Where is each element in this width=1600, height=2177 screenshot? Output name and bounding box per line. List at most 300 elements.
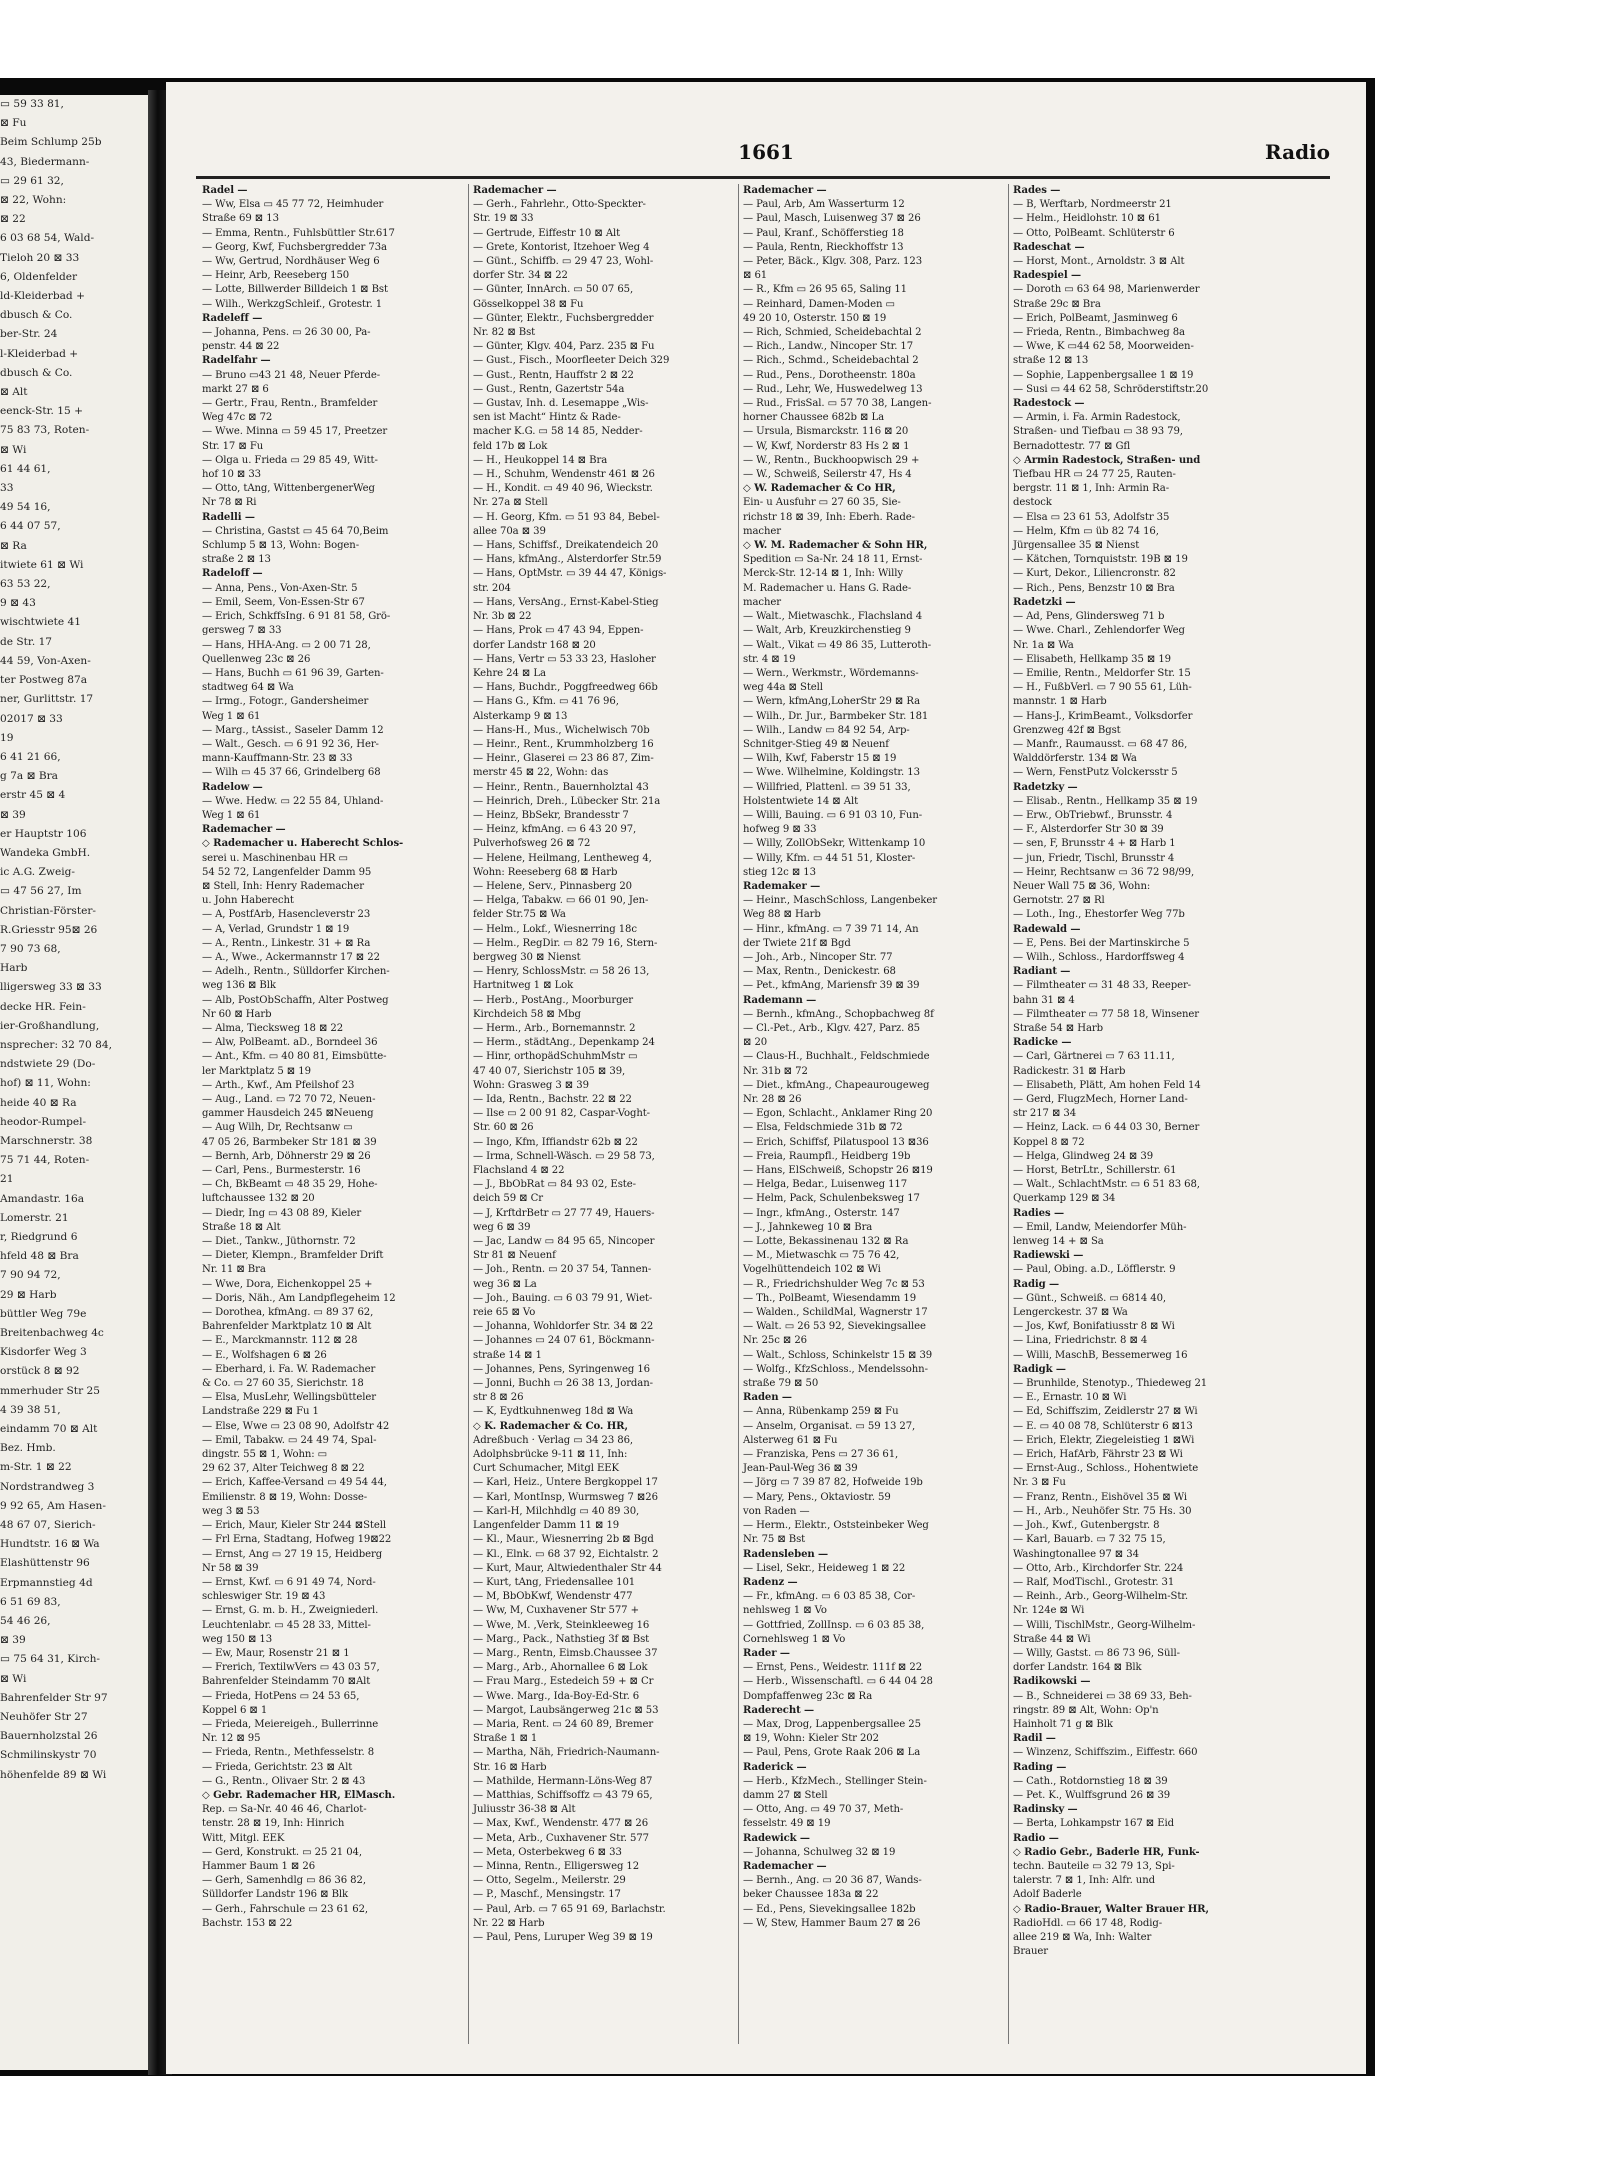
- directory-line: — Paul, Masch, Luisenweg 37 ⊠ 26: [743, 213, 921, 225]
- directory-line: ◇ W. M. Rademacher & Sohn HR,: [743, 540, 928, 552]
- directory-line: — J, KrftdrBetr ▭ 27 77 49, Hauers-: [473, 1207, 655, 1219]
- directory-line: — Adelh., Rentn., Sülldorfer Kirchen-: [202, 966, 390, 978]
- left-page-line: Amandastr. 16a: [0, 1192, 85, 1205]
- left-page-line: 02017 ⊠ 33: [0, 712, 63, 725]
- directory-line: straße 14 ⊠ 1: [473, 1349, 542, 1361]
- directory-line: str. 4 ⊠ 19: [743, 653, 796, 665]
- directory-line: bahn 31 ⊠ 4: [1013, 994, 1075, 1006]
- directory-line: M. Rademacher u. Hans G. Rade-: [743, 582, 912, 594]
- directory-line: Adolf Baderle: [1013, 1889, 1082, 1901]
- directory-line: — E., Ernastr. 10 ⊠ Wi: [1013, 1392, 1127, 1404]
- directory-line: Curt Schumacher, Mitgl EEK: [473, 1463, 619, 1475]
- directory-line: — R., Friedrichshulder Weg 7c ⊠ 53: [743, 1278, 925, 1290]
- directory-line: — Karl, Bauarb. ▭ 7 32 75 15,: [1013, 1534, 1166, 1546]
- directory-line: Nr. 25c ⊠ 26: [743, 1335, 807, 1347]
- directory-line: Rademacher —: [743, 1860, 827, 1872]
- directory-line: — Erw., ObTriebwf., Brunsstr. 4: [1013, 809, 1173, 821]
- directory-line: Nr. 3 ⊠ Fu: [1013, 1477, 1066, 1489]
- directory-line: — Hinr., kfmAng. ▭ 7 39 71 14, An: [743, 923, 919, 935]
- directory-line: Weg 47c ⊠ 72: [202, 412, 273, 424]
- directory-line: — Winzenz, Schiffszim., Eiffestr. 660: [1013, 1747, 1198, 1759]
- directory-line: — Ursula, Bismarckstr. 116 ⊠ 20: [743, 426, 909, 438]
- directory-line: horner Chaussee 682b ⊠ La: [743, 412, 884, 424]
- left-page-line: heodor-Rumpel-: [0, 1115, 87, 1128]
- directory-line: Nr. 75 ⊠ Bst: [743, 1534, 806, 1546]
- directory-line: Flachsland 4 ⊠ 22: [473, 1165, 565, 1177]
- directory-line: Koppel 8 ⊠ 72: [1013, 1136, 1085, 1148]
- directory-line: Straßen- und Tiefbau ▭ 38 93 79,: [1013, 426, 1183, 438]
- directory-line: — Emil, Landw, Meiendorfer Müh-: [1013, 1221, 1187, 1233]
- page-number: 1661: [738, 140, 794, 164]
- directory-line: — B., Schneiderei ▭ 38 69 33, Beh-: [1013, 1690, 1192, 1702]
- directory-line: — Walt. ▭ 26 53 92, Sievekingsallee: [743, 1321, 926, 1333]
- directory-line: — Elsa ▭ 23 61 53, Adolfstr 35: [1013, 511, 1170, 523]
- directory-line: Radicke —: [1013, 1037, 1072, 1049]
- directory-line: — Heinrich, Dreh., Lübecker Str. 21a: [473, 795, 661, 807]
- directory-line: — Wilh., Dr. Jur., Barmbeker Str. 181: [743, 710, 929, 722]
- directory-line: — Willi, Bauing. ▭ 6 91 03 10, Fun-: [743, 809, 923, 821]
- directory-line: — Ernst, G. m. b. H., Zweigniederl.: [202, 1605, 379, 1617]
- directory-line: — Arth., Kwf., Am Pfeilshof 23: [202, 1079, 355, 1091]
- directory-line: — H., Arb., Neuhöfer Str. 75 Hs. 30: [1013, 1505, 1192, 1517]
- left-page-line: ndstwiete 29 (Do-: [0, 1058, 96, 1071]
- directory-line: deich 59 ⊠ Cr: [473, 1193, 543, 1205]
- directory-line: Rademaker —: [743, 880, 821, 892]
- directory-line: — Franz, Rentn., Eishövel 35 ⊠ Wi: [1013, 1491, 1187, 1503]
- directory-line: — Herm., Elektr., Oststeinbeker Weg: [743, 1520, 929, 1532]
- directory-line: — Marg., tAssist., Saseler Damm 12: [202, 724, 384, 736]
- left-page-line: 54 46 26,: [0, 1615, 51, 1628]
- left-page-line: eindamm 70 ⊠ Alt: [0, 1423, 98, 1436]
- directory-line: Radespiel —: [1013, 270, 1081, 282]
- directory-line: — Gottfried, ZollInsp. ▭ 6 03 85 38,: [743, 1619, 925, 1631]
- directory-line: — Helm., Lokf., Wiesnerring 18c: [473, 923, 637, 935]
- directory-line: — Gertrude, Eiffestr 10 ⊠ Alt: [473, 227, 621, 239]
- left-page-line: ▭ 59 33 81,: [0, 98, 64, 110]
- left-page-line: ner, Gurlittstr. 17: [0, 693, 94, 706]
- directory-line: Brauer: [1013, 1946, 1048, 1958]
- directory-line: — Gerd, FlugzMech, Horner Land-: [1013, 1094, 1188, 1105]
- directory-line: — W., Rentn., Buckhoopwisch 29 +: [743, 454, 920, 466]
- directory-line: — E. ▭ 40 08 78, Schlüterstr 6 ⊠13: [1013, 1420, 1193, 1432]
- directory-line: — Dorothea, kfmAng. ▭ 89 37 62,: [202, 1307, 374, 1319]
- directory-line: Str. 17 ⊠ Fu: [202, 440, 264, 452]
- left-page-line: R.Griesstr 95⊠ 26: [0, 923, 98, 936]
- directory-line: destock: [1013, 497, 1052, 509]
- directory-line: — A., Wwe., Ackermannstr 17 ⊠ 22: [202, 951, 380, 963]
- directory-line: Nr. 22 ⊠ Harb: [473, 1917, 545, 1929]
- directory-line: nehlsweg 1 ⊠ Vo: [743, 1605, 827, 1617]
- directory-line: Sülldorfer Landstr 196 ⊠ Blk: [202, 1889, 349, 1901]
- directory-line: ⊠ Stell, Inh: Henry Rademacher: [202, 880, 364, 892]
- directory-line: — Johannes ▭ 24 07 61, Böckmann-: [473, 1335, 655, 1347]
- directory-line: — Gust., Fisch., Moorfleeter Deich 329: [473, 355, 670, 367]
- left-page-line: dbusch & Co.: [0, 309, 73, 322]
- directory-line: — Paul, Arb, Am Wasserturm 12: [743, 199, 905, 211]
- directory-line: Quellenweg 23c ⊠ 26: [202, 653, 311, 665]
- directory-line: gammer Hausdeich 245 ⊠Neueng: [202, 1108, 374, 1120]
- directory-line: Radeloff —: [202, 568, 263, 580]
- directory-line: merstr 45 ⊠ 22, Wohn: das: [473, 767, 609, 779]
- directory-line: — Wern, FenstPutz Volckersstr 5: [1013, 767, 1178, 779]
- directory-line: — Filmtheater ▭ 31 48 33, Reeper-: [1013, 980, 1191, 992]
- directory-line: — Christina, Gastst ▭ 45 64 70,Beim: [202, 525, 389, 537]
- directory-line: — Reinh., Arb., Georg-Wilhelm-Str.: [1013, 1591, 1189, 1603]
- directory-line: Weg 1 ⊠ 61: [202, 710, 261, 722]
- directory-line: — Karl, MontInsp, Wurmsweg 7 ⊠26: [473, 1491, 658, 1503]
- directory-line: — Karl, Heiz., Untere Bergkoppel 17: [473, 1477, 658, 1489]
- directory-line: — Wwe. Charl., Zehlendorfer Weg: [1013, 625, 1185, 637]
- directory-line: Nr 58 ⊠ 39: [202, 1562, 259, 1574]
- directory-line: — Margot, Laubsängerweg 21c ⊠ 53: [473, 1704, 659, 1716]
- directory-line: — Maria, Rent. ▭ 24 60 89, Bremer: [473, 1718, 654, 1730]
- directory-line: — Marg., Rentn, Eimsb.Chaussee 37: [473, 1647, 658, 1659]
- directory-line: Radensleben —: [743, 1548, 829, 1560]
- directory-line: ◇ Radio-Brauer, Walter Brauer HR,: [1013, 1903, 1209, 1915]
- directory-line: Nr. 11 ⊠ Bra: [202, 1264, 266, 1276]
- directory-line: ◇ W. Rademacher & Co HR,: [743, 483, 896, 495]
- left-page-line: 9 92 65, Am Hasen-: [0, 1499, 106, 1512]
- directory-line: macher: [743, 596, 781, 608]
- directory-line: Walddörferstr. 134 ⊠ Wa: [1013, 753, 1137, 765]
- directory-line: — Gerh, Samenhdlg ▭ 86 36 82,: [202, 1875, 366, 1887]
- directory-line: ⊠ 61: [743, 270, 768, 282]
- left-page-line: Kisdorfer Weg 3: [0, 1346, 87, 1359]
- directory-line: — Paul, Arb. ▭ 7 65 91 69, Barlachstr.: [473, 1903, 666, 1915]
- directory-line: — Claus-H., Buchhalt., Feldschmiede: [743, 1051, 930, 1063]
- directory-line: penstr. 44 ⊠ 22: [202, 341, 280, 353]
- directory-line: — Alb, PostObSchaffn, Alter Postweg: [202, 994, 389, 1006]
- directory-line: — Wilh., Schloss., Hardorffsweg 4: [1013, 951, 1185, 963]
- directory-line: — Frieda, HotPens ▭ 24 53 65,: [202, 1690, 360, 1702]
- directory-line: — Paul, Kranf., Schöfferstieg 18: [743, 227, 904, 239]
- directory-line: — Hans-H., Mus., Wichelwisch 70b: [473, 724, 650, 736]
- directory-line: — Elsa, Feldschmiede 31b ⊠ 72: [743, 1122, 903, 1134]
- directory-line: — Th., PolBeamt, Wiesendamm 19: [743, 1292, 917, 1304]
- directory-line: — Helga, Bedar., Luisenweg 117: [743, 1179, 908, 1191]
- directory-line: — Marg., Arb., Ahornallee 6 ⊠ Lok: [473, 1662, 648, 1674]
- directory-line: — Heinr., Rentn., Bauernholztal 43: [473, 781, 649, 793]
- left-page-line: ld-Kleiderbad +: [0, 290, 85, 303]
- directory-line: dorfer Str. 34 ⊠ 22: [473, 270, 568, 282]
- left-page-text: [0, 95, 148, 1785]
- directory-line: — Paul, Pens, Luruper Weg 39 ⊠ 19: [473, 1931, 653, 1943]
- directory-line: — Heinz, kfmAng. ▭ 6 43 20 97,: [473, 824, 637, 836]
- directory-line: — Hans G., Kfm. ▭ 41 76 96,: [473, 696, 619, 708]
- directory-line: beker Chaussee 183a ⊠ 22: [743, 1889, 879, 1901]
- directory-line: — J., BbObRat ▭ 84 93 02, Este-: [473, 1179, 636, 1191]
- left-page-line: de Str. 17: [0, 635, 53, 648]
- left-page-line: 75 83 73, Roten-: [0, 424, 90, 437]
- directory-line: — Karl-H, Milchhdlg ▭ 40 89 30,: [473, 1505, 640, 1517]
- directory-line: — Frieda, Rentn., Bimbachweg 8a: [1013, 327, 1185, 339]
- directory-line: — Helm, Kfm ▭ üb 82 74 16,: [1013, 525, 1159, 537]
- directory-line: — Doris, Näh., Am Landpflegeheim 12: [202, 1292, 396, 1304]
- directory-line: — Otto, Segelm., Meilerstr. 29: [473, 1875, 626, 1887]
- directory-line: Radelli —: [202, 511, 255, 523]
- left-page-line: Harb: [0, 962, 28, 975]
- directory-line: — Paula, Rentn, Rieckhoffstr 13: [743, 241, 904, 253]
- left-page-line: 61 44 61,: [0, 462, 51, 475]
- directory-line: ⊠ 20: [743, 1037, 768, 1049]
- directory-line: Lengerckestr. 37 ⊠ Wa: [1013, 1307, 1128, 1319]
- left-page-fragment: [0, 95, 148, 2070]
- directory-line: — Ad, Pens, Glindersweg 71 b: [1013, 611, 1165, 623]
- directory-line: — Hans, VersAng., Ernst-Kabel-Stieg: [473, 596, 659, 608]
- directory-line: — Frieda, Gerichtstr. 23 ⊠ Alt: [202, 1761, 353, 1773]
- directory-line: — Wern, kfmAng,LoherStr 29 ⊠ Ra: [743, 696, 921, 708]
- directory-line: Radigk —: [1013, 1363, 1066, 1375]
- directory-line: — Herb., KfzMech., Stellinger Stein-: [743, 1775, 927, 1787]
- left-page-line: Tieloh 20 ⊠ 33: [0, 251, 80, 264]
- directory-line: ◇ Radio Gebr., Baderle HR, Funk-: [1013, 1846, 1200, 1858]
- directory-line: Koppel 6 ⊠ 1: [202, 1704, 268, 1716]
- left-page-line: ⊠ 22, Wohn:: [0, 194, 67, 207]
- left-page-line: wischtwiete 41: [0, 616, 82, 629]
- directory-line: Schnitger-Stieg 49 ⊠ Neuenf: [743, 738, 889, 750]
- left-page-line: 43, Biedermann-: [0, 155, 90, 168]
- directory-line: — Ilse ▭ 2 00 91 82, Caspar-Voght-: [473, 1108, 650, 1120]
- left-page-line: ic A.G. Zweig-: [0, 866, 75, 879]
- directory-line: — Gerd, Konstrukt. ▭ 25 21 04,: [202, 1846, 362, 1858]
- left-page-line: 33: [0, 482, 14, 495]
- directory-line: — Elisabeth, Plätt, Am hohen Feld 14: [1013, 1079, 1201, 1091]
- directory-line: Rading —: [1013, 1761, 1067, 1773]
- directory-line: — Frerich, TextilwVers ▭ 43 03 57,: [202, 1662, 380, 1674]
- directory-line: — Ww, Gertrud, Nordhäuser Weg 6: [202, 256, 380, 268]
- directory-line: richstr 18 ⊠ 39, Inh: Eberh. Rade-: [743, 511, 915, 523]
- left-page-line: ter Postweg 87a: [0, 674, 88, 687]
- directory-line: — Wwe, K ▭44 62 58, Moorweiden-: [1013, 341, 1194, 353]
- directory-line: fesselstr. 49 ⊠ 19: [743, 1818, 831, 1830]
- directory-line: allee 219 ⊠ Wa, Inh: Walter: [1013, 1931, 1152, 1943]
- directory-line: — Otto, PolBeamt. Schlüterstr 6: [1013, 227, 1175, 239]
- directory-line: Bernadottestr. 77 ⊠ Gfl: [1013, 440, 1131, 452]
- directory-line: — M., Mietwaschk ▭ 75 76 42,: [743, 1250, 900, 1262]
- directory-line: — Alw, PolBeamt. aD., Borndeel 36: [202, 1037, 378, 1049]
- directory-line: Nr. 31b ⊠ 72: [743, 1065, 808, 1077]
- directory-line: — Johanna, Schulweg 32 ⊠ 19: [743, 1846, 896, 1858]
- directory-line: mannstr. 1 ⊠ Harb: [1013, 696, 1107, 708]
- left-page-line: Elashüttenstr 96: [0, 1557, 90, 1570]
- left-page-line: ⊠ 39: [0, 808, 26, 821]
- directory-line: Str. 19 ⊠ 33: [473, 213, 534, 225]
- directory-line: — Herm., städtAng., Depenkamp 24: [473, 1037, 655, 1049]
- directory-line: Straße 1 ⊠ 1: [473, 1733, 538, 1745]
- directory-line: — Johanna, Wohldorfer Str. 34 ⊠ 22: [473, 1321, 654, 1333]
- directory-line: sen ist Macht“ Hintz & Rade-: [473, 412, 621, 424]
- directory-line: — Kurt, tAng, Friedensallee 101: [473, 1576, 636, 1588]
- directory-line: Radiant —: [1013, 966, 1071, 978]
- directory-line: — Kurt, Maur, Altwiedenthaler Str 44: [473, 1562, 662, 1574]
- directory-line: — Heinz, BbSekr, Brandesstr 7: [473, 809, 629, 821]
- directory-line: — Lotte, Bekassinenau 132 ⊠ Ra: [743, 1236, 909, 1248]
- column-3: [738, 184, 1007, 2044]
- directory-line: — Walt., Mietwaschk., Flachsland 4: [743, 611, 923, 623]
- left-page-line: 7 90 94 72,: [0, 1269, 61, 1282]
- directory-line: weg 36 ⊠ La: [473, 1278, 537, 1290]
- directory-line: str 8 ⊠ 26: [473, 1392, 524, 1404]
- directory-line: Kehre 24 ⊠ La: [473, 667, 546, 679]
- directory-line: Ein- u Ausfuhr ▭ 27 60 35, Sie-: [743, 497, 901, 509]
- directory-line: Radinsky —: [1013, 1804, 1078, 1816]
- directory-line: — B, Werftarb, Nordmeerstr 21: [1013, 199, 1172, 211]
- directory-line: — Joh., Arb., Nincoper Str. 77: [743, 951, 893, 963]
- directory-line: — Willy, Gastst. ▭ 86 73 96, Süll-: [1013, 1647, 1180, 1659]
- page-header: [196, 140, 1336, 176]
- directory-line: — Hans, Buchdr., Poggfreedweg 66b: [473, 682, 658, 694]
- directory-line: lenweg 14 + ⊠ Sa: [1013, 1236, 1104, 1248]
- directory-line: — Aug., Land. ▭ 72 70 72, Neuen-: [202, 1094, 376, 1105]
- left-page-line: ⊠ 22: [0, 213, 26, 226]
- directory-line: Radel —: [202, 185, 248, 196]
- directory-line: Bahrenfelder Steindamm 70 ⊠Alt: [202, 1676, 371, 1688]
- directory-line: — Ida, Rentn., Bachstr. 22 ⊠ 22: [473, 1094, 632, 1105]
- directory-line: Nr. 28 ⊠ 26: [743, 1094, 802, 1105]
- directory-line: — Jonni, Buchh ▭ 26 38 13, Jordan-: [473, 1378, 653, 1390]
- left-page-line: 44 59, Von-Axen-: [0, 654, 91, 667]
- directory-line: Holstentwiete 14 ⊠ Alt: [743, 795, 859, 807]
- directory-line: Bahrenfelder Marktplatz 10 ⊠ Alt: [202, 1321, 372, 1333]
- directory-line: — G., Rentn., Olivaer Str. 2 ⊠ 43: [202, 1775, 366, 1787]
- directory-line: — Heinz, Lack. ▭ 6 44 03 30, Berner: [1013, 1122, 1200, 1134]
- directory-line: Rademacher —: [202, 824, 286, 836]
- left-page-line: höhenfelde 89 ⊠ Wi: [0, 1768, 107, 1781]
- directory-line: stadtweg 64 ⊠ Wa: [202, 682, 294, 694]
- left-page-line: Nordstrandweg 3: [0, 1480, 95, 1493]
- left-page-line: ⊠ Fu: [0, 117, 27, 130]
- directory-line: — Susi ▭ 44 62 58, Schröderstiftstr.20: [1013, 383, 1209, 395]
- directory-line: — Peter, Bäck., Klgv. 308, Parz. 123: [743, 256, 923, 268]
- directory-line: — Lotte, Billwerder Billdeich 1 ⊠ Bst: [202, 284, 388, 296]
- directory-line: weg 6 ⊠ 39: [473, 1221, 531, 1233]
- directory-line: — Emil, Tabakw. ▭ 24 49 74, Spal-: [202, 1434, 377, 1446]
- directory-line: Alsterkamp 9 ⊠ 13: [473, 710, 568, 722]
- directory-line: — Walt., Gesch. ▭ 6 91 92 36, Her-: [202, 738, 379, 750]
- directory-line: hofweg 9 ⊠ 33: [743, 824, 817, 836]
- left-page-line: 21: [0, 1173, 14, 1186]
- directory-line: — Ralf, ModTischl., Grotestr. 31: [1013, 1576, 1175, 1588]
- directory-line: — Johanna, Pens. ▭ 26 30 00, Pa-: [202, 327, 371, 339]
- left-page-line: ber-Str. 24: [0, 328, 58, 341]
- directory-line: — Cath., Rotdornstieg 18 ⊠ 39: [1013, 1775, 1168, 1787]
- directory-line: — Freia, Raumpfl., Heidberg 19b: [743, 1150, 911, 1162]
- directory-line: — Erich, Schiffsf, Pilatuspool 13 ⊠36: [743, 1136, 929, 1148]
- directory-line: — Bernh., Ang. ▭ 20 36 87, Wands-: [743, 1875, 922, 1887]
- directory-line: ◇ Armin Radestock, Straßen- und: [1013, 454, 1201, 466]
- directory-line: — Günter, Elektr., Fuchsbergredder: [473, 312, 654, 324]
- directory-line: Querkamp 129 ⊠ 34: [1013, 1193, 1116, 1205]
- directory-line: — Günt., Schiffb. ▭ 29 47 23, Wohl-: [473, 256, 654, 268]
- directory-line: Radewald —: [1013, 923, 1081, 935]
- directory-line: — Hans, Vertr ▭ 53 33 23, Hasloher: [473, 653, 656, 665]
- directory-line: — Helga, Tabakw. ▭ 66 01 90, Jen-: [473, 895, 649, 907]
- directory-line: — H., Heukoppel 14 ⊠ Bra: [473, 454, 608, 466]
- directory-line: ⊠ 19, Wohn: Kieler Str 202: [743, 1733, 879, 1745]
- directory-line: Nr. 27a ⊠ Stell: [473, 497, 548, 509]
- directory-line: — Kl., Maur., Wiesnerring 2b ⊠ Bgd: [473, 1534, 654, 1546]
- directory-line: — Rud., FrisSal. ▭ 57 70 38, Langen-: [743, 398, 932, 410]
- left-page-line: 7 90 73 68,: [0, 942, 61, 955]
- directory-line: — Wern., Werkmstr., Wördemanns-: [743, 667, 919, 679]
- directory-line: — Brunhilde, Stenotyp., Thiedeweg 21: [1013, 1378, 1208, 1390]
- directory-line: — Dieter, Klempn., Bramfelder Drift: [202, 1250, 384, 1262]
- left-page-line: itwiete 61 ⊠ Wi: [0, 558, 84, 571]
- directory-line: Raderick —: [743, 1761, 807, 1773]
- right-page: [166, 82, 1366, 2074]
- directory-line: Straße 29c ⊠ Bra: [1013, 298, 1101, 310]
- directory-line: Adreßbuch · Verlag ▭ 34 23 86,: [473, 1434, 634, 1446]
- directory-line: Nr. 3b ⊠ 22: [473, 611, 532, 623]
- directory-line: Landstraße 229 ⊠ Fu 1: [202, 1406, 319, 1418]
- directory-line: — Matthias, Schiffsoffz ▭ 43 79 65,: [473, 1789, 653, 1801]
- directory-line: Radestock —: [1013, 398, 1085, 410]
- directory-line: — Diet., Tankw., Jüthornstr. 72: [202, 1236, 356, 1248]
- directory-line: — Helm, Pack, Schulenbeksweg 17: [743, 1193, 920, 1205]
- directory-line: — Otto, Arb., Kirchdorfer Str. 224: [1013, 1562, 1184, 1574]
- directory-line: — Olga u. Frieda ▭ 29 85 49, Witt-: [202, 454, 378, 466]
- directory-line: — Pet. K., Wulffsgrund 26 ⊠ 39: [1013, 1789, 1171, 1801]
- directory-line: — P., Maschf., Mensingstr. 17: [473, 1889, 621, 1901]
- directory-line: str 217 ⊠ 34: [1013, 1108, 1077, 1120]
- directory-line: Merck-Str. 12-14 ⊠ 1, Inh: Willy: [743, 568, 904, 580]
- directory-line: — Ernst-Aug., Schloss., Hohentwiete: [1013, 1463, 1199, 1475]
- directory-line: — Frieda, Meiereigeh., Bullerrinne: [202, 1718, 379, 1730]
- directory-line: — Herm., Arb., Bornemannstr. 2: [473, 1022, 636, 1034]
- directory-line: Rader —: [743, 1647, 790, 1659]
- directory-line: — Anselm, Organisat. ▭ 59 13 27,: [743, 1420, 916, 1432]
- directory-line: techn. Bauteile ▭ 32 79 13, Spi-: [1013, 1860, 1175, 1872]
- directory-line: — Helm., Heidlohstr. 10 ⊠ 61: [1013, 213, 1161, 225]
- directory-line: Leuchtenlabr. ▭ 45 28 33, Mittel-: [202, 1619, 371, 1631]
- directory-line: weg 3 ⊠ 53: [202, 1505, 260, 1517]
- directory-line: — Diet., kfmAng., Chapeaurougeweg: [743, 1079, 930, 1091]
- left-page-line: Bauernholzstal 26: [0, 1730, 98, 1743]
- directory-line: — Walt., Schloss, Schinkelstr 15 ⊠ 39: [743, 1349, 933, 1361]
- directory-line: — Günter, InnArch. ▭ 50 07 65,: [473, 284, 634, 296]
- directory-line: — Georg, Kwf, Fuchsbergredder 73a: [202, 241, 387, 253]
- left-page-line: eenck-Str. 15 +: [0, 405, 83, 418]
- directory-line: — Gustav, Inh. d. Lesemappe „Wis-: [473, 398, 649, 410]
- directory-columns: [198, 184, 1330, 2044]
- directory-line: Bachstr. 153 ⊠ 22: [202, 1917, 293, 1929]
- directory-line: — Ernst, Pens., Weidestr. 111f ⊠ 22: [743, 1662, 923, 1674]
- left-page-line: 6, Oldenfelder: [0, 270, 78, 283]
- left-page-line: lligersweg 33 ⊠ 33: [0, 981, 102, 994]
- directory-line: gersweg 7 ⊠ 33: [202, 625, 282, 637]
- directory-line: — Wwe. Wilhelmine, Koldingstr. 13: [743, 767, 920, 779]
- directory-line: Weg 1 ⊠ 61: [202, 809, 261, 821]
- directory-line: — Anna, Rübenkamp 259 ⊠ Fu: [743, 1406, 899, 1418]
- left-page-line: büttler Weg 79e: [0, 1307, 87, 1320]
- directory-line: — Ew, Maur, Rosenstr 21 ⊠ 1: [202, 1647, 350, 1659]
- directory-line: — Manfr., Raumausst. ▭ 68 47 86,: [1013, 738, 1188, 750]
- left-page-line: m-Str. 1 ⊠ 22: [0, 1461, 72, 1474]
- left-page-line: 19: [0, 731, 14, 744]
- directory-line: — Elsa, MusLehr, Wellingsbütteler: [202, 1392, 376, 1404]
- directory-line: — Ed., Pens, Sievekingsallee 182b: [743, 1903, 916, 1915]
- left-page-line: ⊠ Alt: [0, 386, 28, 399]
- directory-line: — Hans, kfmAng., Alsterdorfer Str.59: [473, 554, 662, 566]
- directory-line: — Eberhard, i. Fa. W. Rademacher: [202, 1363, 376, 1375]
- left-page-line: hof) ⊠ 11, Wohn:: [0, 1077, 91, 1090]
- directory-line: — F., Alsterdorfer Str 30 ⊠ 39: [1013, 824, 1164, 836]
- directory-line: — Meta, Osterbekweg 6 ⊠ 33: [473, 1846, 622, 1858]
- directory-line: — Joh., Rentn. ▭ 20 37 54, Tannen-: [473, 1264, 652, 1276]
- directory-line: — Wwe. Minna ▭ 59 45 17, Preetzer: [202, 426, 388, 438]
- directory-line: — Willi, MaschB, Bessemerweg 16: [1013, 1349, 1188, 1361]
- directory-line: — Heinr., MaschSchloss, Langenbeker: [743, 895, 937, 907]
